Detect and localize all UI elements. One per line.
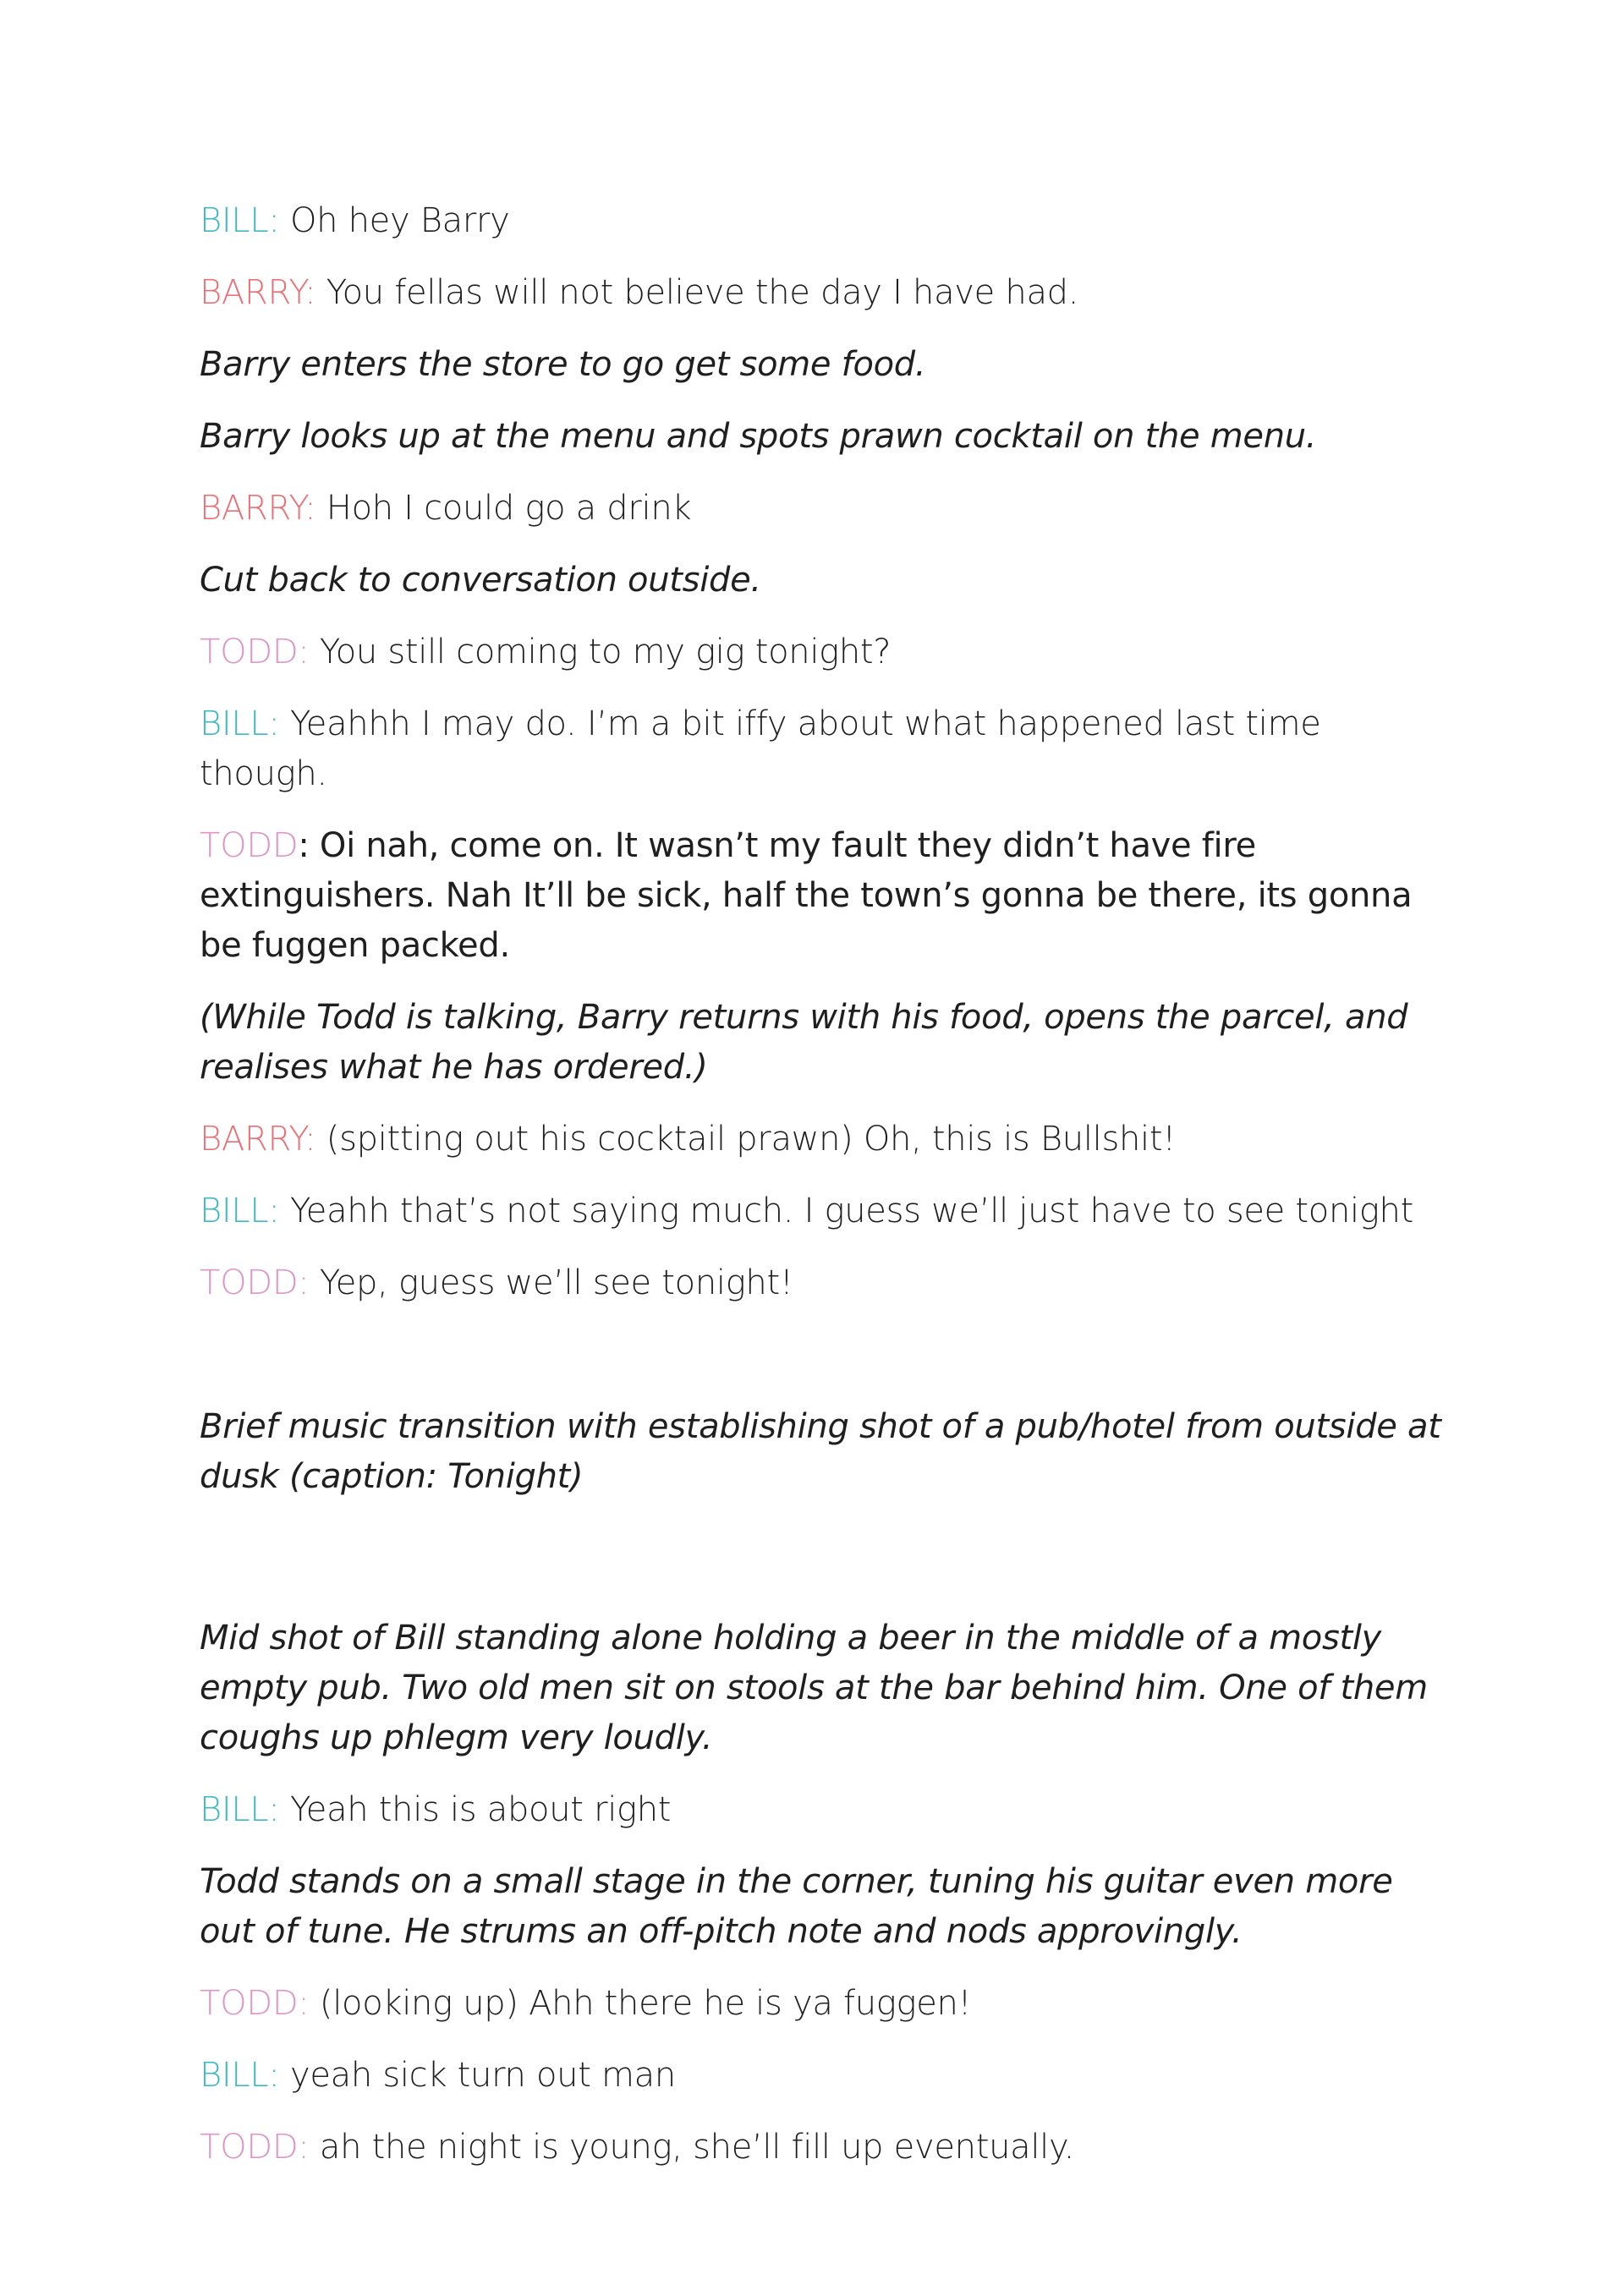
dialogue-text: : Oi nah, come on. It wasn’t my fault they didn’t have fire extinguishers. Nah It’ll be sick, half the town’s gonna be there, its gonna be fuggen packed. [200, 826, 1413, 965]
section-gap [200, 1330, 1443, 1402]
speaker-name: BARRY: [200, 489, 316, 528]
dialogue-text: Yeahhh I may do. I’m a bit iffy about what happened last time though. [200, 704, 1321, 793]
stage-direction: Barry looks up at the menu and spots prawn cocktail on the menu. [200, 417, 1317, 456]
dialogue-line [200, 821, 1443, 971]
dialogue-line [200, 627, 1443, 677]
stage-direction: Barry enters the store to go get some food. [200, 345, 926, 384]
dialogue-line [200, 268, 1443, 318]
speaker-name: BILL: [200, 1192, 280, 1230]
dialogue-text: Yeahh that’s not saying much. I guess we’ll just have to see tonight [279, 1192, 1413, 1230]
dialogue-text: Hoh I could go a drink [315, 489, 692, 528]
speaker-name: TODD: [200, 1263, 310, 1302]
speaker-name: TODD: [200, 633, 310, 671]
section-gap [200, 1524, 1443, 1614]
dialogue-text: You fellas will not believe the day I have had. [315, 273, 1079, 312]
speaker-name: TODD: [200, 1984, 310, 2023]
speaker-name: BILL: [200, 2056, 280, 2095]
dialogue-line [200, 1785, 1443, 1835]
speaker-name: BILL: [200, 704, 280, 743]
dialogue-text: Yeah this is about right [279, 1790, 672, 1829]
dialogue-line [200, 2123, 1443, 2173]
stage-direction: Todd stands on a small stage in the corner, tuning his guitar even more out of tune. He strums an off-pitch note and nods approvingly. [200, 1862, 1393, 1951]
stage-direction: (While Todd is talking, Barry returns with his food, opens the parcel, and realises what he has ordered.) [200, 998, 1408, 1087]
speaker-name: TODD [200, 826, 299, 865]
speaker-name: BARRY: [200, 273, 316, 312]
dialogue-text: Yep, guess we’ll see tonight! [309, 1263, 793, 1302]
speaker-name: BARRY: [200, 1120, 316, 1159]
dialogue-text: ah the night is young, she’ll fill up eventually. [309, 2128, 1075, 2167]
dialogue-line [200, 196, 1443, 246]
dialogue-text: yeah sick turn out man [279, 2056, 676, 2095]
stage-direction: Mid shot of Bill standing alone holding a beer in the middle of a mostly empty pub. Two old men sit on stools at the bar behind him. One of them coughs up phlegm very loudly. [200, 1619, 1428, 1757]
dialogue-text: Oh hey Barry [279, 201, 510, 240]
speaker-name: BILL: [200, 201, 280, 240]
script-page [200, 196, 1443, 2195]
dialogue-line [200, 2051, 1443, 2101]
dialogue-line [200, 484, 1443, 534]
dialogue-text: (looking up) Ahh there he is ya fuggen! [309, 1984, 972, 2023]
stage-direction: Brief music transition with establishing shot of a pub/hotel from outside at dusk (caption: Tonight) [200, 1407, 1441, 1496]
dialogue-line [200, 1258, 1443, 1308]
dialogue-text: You still coming to my gig tonight? [309, 633, 892, 671]
speaker-name: TODD: [200, 2128, 310, 2167]
dialogue-line [200, 1115, 1443, 1164]
speaker-name: BILL: [200, 1790, 280, 1829]
dialogue-line [200, 699, 1443, 799]
dialogue-text: (spitting out his cocktail prawn) Oh, this is Bullshit! [315, 1120, 1176, 1159]
stage-direction: Cut back to conversation outside. [200, 561, 761, 600]
dialogue-line [200, 1979, 1443, 2029]
dialogue-line [200, 1186, 1443, 1236]
